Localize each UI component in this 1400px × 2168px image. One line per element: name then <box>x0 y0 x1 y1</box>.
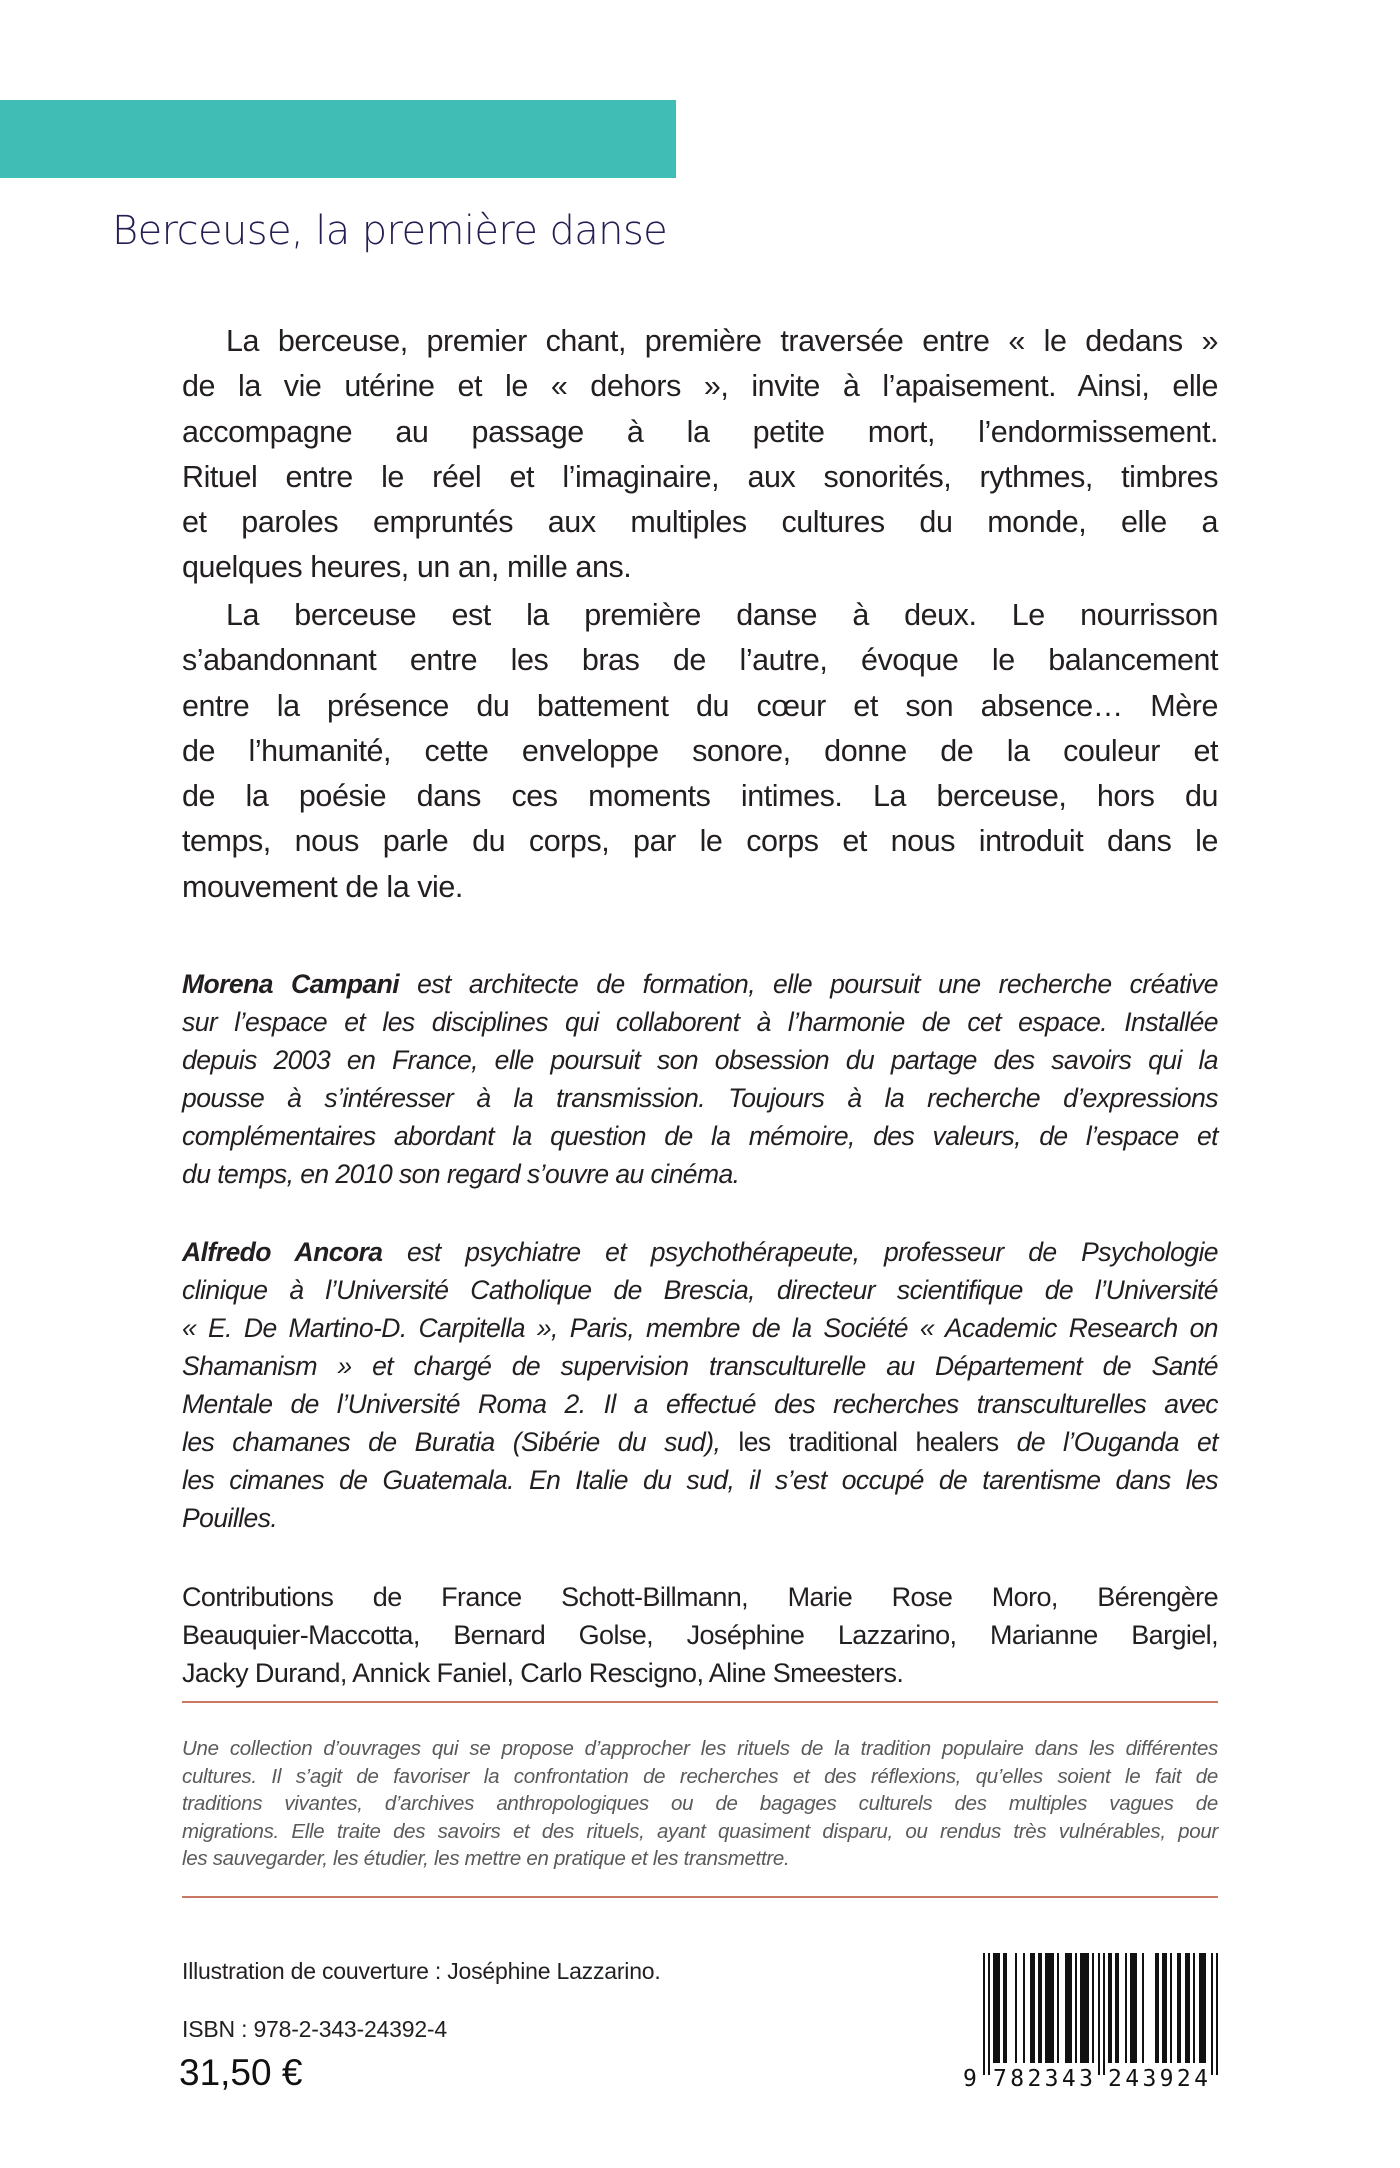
bio-text: est architecte de formation, elle poursuit une recherche créative <box>399 969 1218 999</box>
summary-line: s’abandonnant entre les bras de l’autre, évoque le balancement <box>182 643 1218 678</box>
price: 31,50 € <box>179 2052 303 2093</box>
author-name: Morena Campani <box>182 969 400 999</box>
contributors-list <box>182 1578 1218 1692</box>
collection-line: les sauvegarder, les étudier, les mettre en pratique et les transmettre. <box>182 1847 790 1871</box>
collection-line: traditions vivantes, d’archives anthropologiques ou de bagages culturels des multiples vagues de <box>182 1792 1218 1816</box>
summary-line: La berceuse, premier chant, première traversée entre « le dedans » <box>226 324 1218 358</box>
author-bio-alfredo-ancora <box>182 1233 1218 1537</box>
summary-line: Rituel entre le réel et l’imaginaire, aux sonorités, rythmes, timbres <box>182 459 1218 494</box>
divider-rule-bottom <box>182 1896 1218 1898</box>
barcode-left-digits: 782343 <box>993 2066 1093 2092</box>
author-bio-morena-campani <box>182 965 1218 1193</box>
bio-line: Shamanism » et chargé de supervision transculturelle au Département de Santé <box>182 1351 1218 1381</box>
bio-text-upright: les traditional healers <box>720 1427 1017 1457</box>
summary-line: accompagne au passage à la petite mort, l’endormissement. <box>182 414 1218 449</box>
contributors-line: Beauquier-Maccotta, Bernard Golse, Joséphine Lazzarino, Marianne Bargiel, <box>182 1620 1218 1650</box>
contributors-line: Jacky Durand, Annick Faniel, Carlo Rescigno, Aline Smeesters. <box>182 1658 904 1688</box>
isbn: ISBN : 978-2-343-24392-4 <box>182 2016 447 2042</box>
bio-text: de l’Ouganda et <box>1016 1427 1218 1457</box>
collection-line: Une collection d’ouvrages qui se propose d’approcher les rituels de la tradition populaire dans les différentes <box>182 1737 1218 1760</box>
summary-line: et paroles empruntés aux multiples cultures du monde, elle a <box>182 505 1218 540</box>
bio-line: du temps, en 2010 son regard s’ouvre au cinéma. <box>182 1159 740 1189</box>
summary-line: temps, nous parle du corps, par le corps et nous introduit dans le <box>182 824 1218 859</box>
bio-text: les chamanes de Buratia (Sibérie du sud), <box>182 1427 721 1457</box>
summary-line: de l’humanité, cette enveloppe sonore, donne de la couleur et <box>182 733 1218 768</box>
collection-line: migrations. Elle traite des savoirs et des rituels, ayant quasiment disparu, ou rendus très vulnérables, pour <box>182 1819 1218 1843</box>
bio-line: Mentale de l’Université Roma 2. Il a effectué des recherches transculturelles avec <box>182 1389 1218 1419</box>
summary-line: La berceuse est la première danse à deux. Le nourrisson <box>226 598 1218 632</box>
bio-line: les cimanes de Guatemala. En Italie du sud, il s’est occupé de tarentisme dans les <box>182 1465 1218 1495</box>
author-name: Alfredo Ancora <box>182 1237 383 1267</box>
barcode-first-digit: 9 <box>963 2066 977 2092</box>
contributors-line: Contributions de France Schott-Billmann, Marie Rose Moro, Bérengère <box>182 1582 1218 1612</box>
summary-line: de la vie utérine et le « dehors », invite à l’apaisement. Ainsi, elle <box>182 369 1218 404</box>
bio-line: depuis 2003 en France, elle poursuit son obsession du partage des savoirs qui la <box>182 1045 1218 1075</box>
collection-line: cultures. Il s’agit de favoriser la confrontation de recherches et des réflexions, qu’elles soient le fait de <box>182 1764 1218 1788</box>
bio-line: Pouilles. <box>182 1503 278 1533</box>
summary-line: mouvement de la vie. <box>182 869 463 904</box>
summary-line: entre la présence du battement du cœur et son absence… Mère <box>182 688 1218 723</box>
divider-rule-top <box>182 1701 1218 1703</box>
book-title: Berceuse, la première danse <box>112 208 668 254</box>
accent-color-bar <box>0 100 676 178</box>
summary-line: de la poésie dans ces moments intimes. La berceuse, hors du <box>182 779 1218 814</box>
barcode-right-digits: 243924 <box>1108 2066 1208 2092</box>
barcode-icon <box>960 1950 1230 2095</box>
summary-paragraph-1 <box>182 319 1218 591</box>
bio-line: clinique à l’Université Catholique de Brescia, directeur scientifique de l’Université <box>182 1275 1218 1305</box>
bio-line: pousse à s’intéresser à la transmission. Toujours à la recherche d’expressions <box>182 1083 1218 1113</box>
bio-line: complémentaires abordant la question de la mémoire, des valeurs, de l’espace et <box>182 1121 1218 1151</box>
bio-text: est psychiatre et psychothérapeute, professeur de Psychologie <box>382 1237 1218 1267</box>
illustration-credit: Illustration de couverture : Joséphine Lazzarino. <box>182 1958 661 1984</box>
summary-line: quelques heures, un an, mille ans. <box>182 550 632 585</box>
collection-description <box>182 1735 1218 1873</box>
bio-line: « E. De Martino-D. Carpitella », Paris, membre de la Société « Academic Research on <box>182 1313 1218 1343</box>
summary-paragraph-2 <box>182 593 1218 910</box>
bio-line: sur l’espace et les disciplines qui collaborent à l’harmonie de cet espace. Installée <box>182 1007 1218 1037</box>
